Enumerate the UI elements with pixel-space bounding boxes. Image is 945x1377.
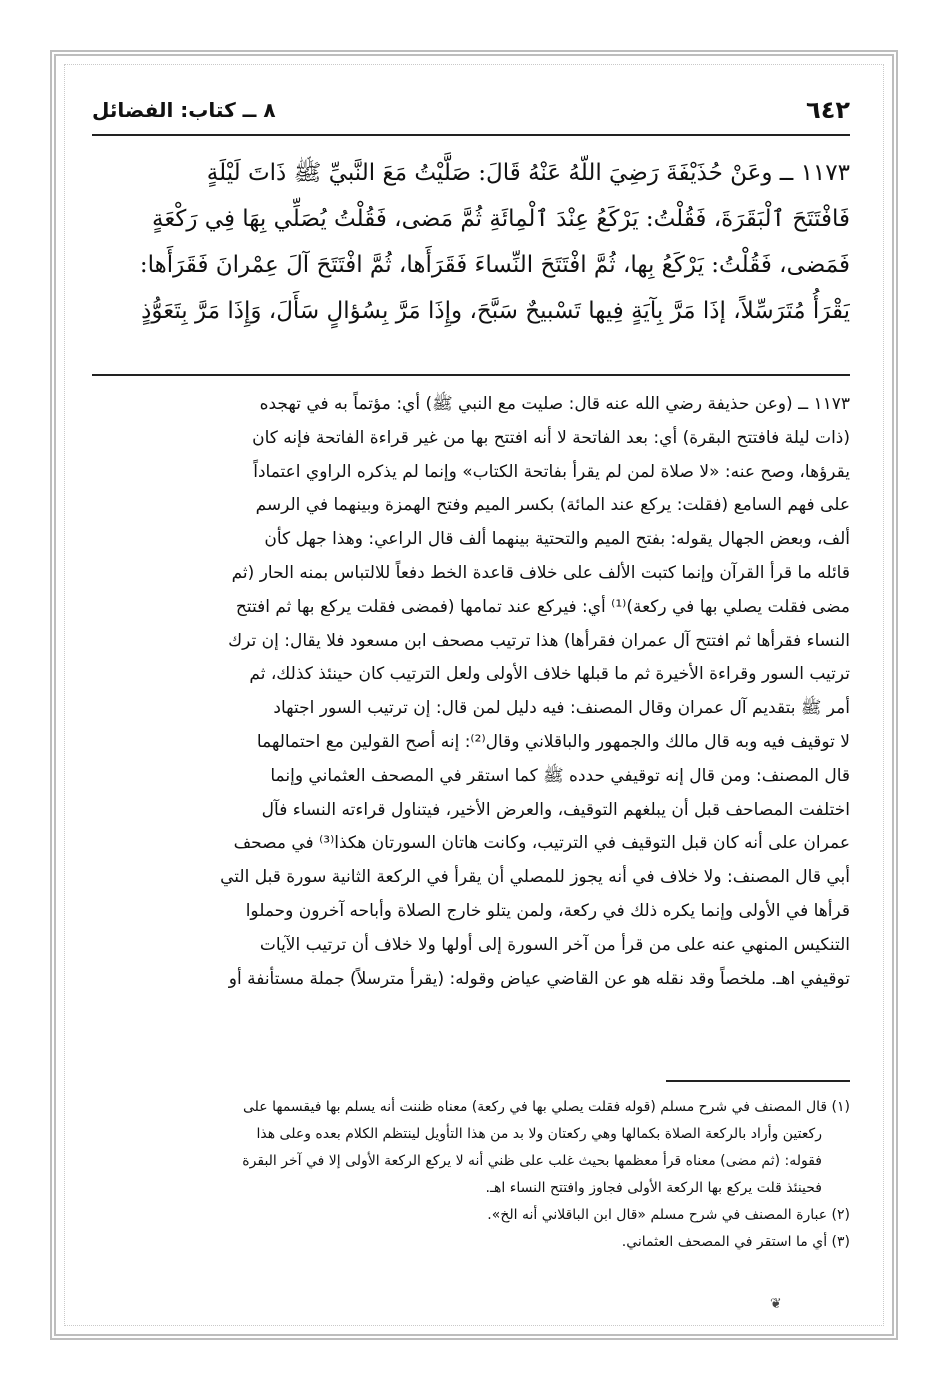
hadith-line: فَمَضى، فَقُلْتُ: يَرْكَعُ بِها، ثُمَّ افْتَتَحَ النِّساءَ فَقَرَأَها، ثُمَّ افْتَتَحَ آلَ عِمْرانَ فَقَرَأَها: xyxy=(139,252,850,278)
commentary-line: ترتيب السور وقراءة الأخيرة ثم ما قبلها خلاف الأولى ولعل الترتيب كان حينئذ كذلك، ثم xyxy=(249,664,850,685)
header-divider xyxy=(92,134,850,136)
footnote-line: (٢) عبارة المصنف في شرح مسلم «قال ابن الباقلاني أنه الخ». xyxy=(487,1207,850,1223)
commentary-line: اختلفت المصاحف قبل أن يبلغهم التوقيف، والعرض الأخير، فيتناول قراءته النساء فآل xyxy=(261,799,850,820)
commentary-line: (ذات ليلة فافتتح البقرة) أي: بعد الفاتحة لا أنه افتتح بها من غير قراءة الفاتحة فإنه كان xyxy=(252,427,850,448)
commentary-line: على فهم السامع (فقلت: يركع عند المائة) بكسر الميم وفتح الهمزة وبينهما في الرسم xyxy=(255,495,850,516)
commentary-line: ١١٧٣ ــ (وعن حذيفة رضي الله عنه قال: صليت مع النبي ﷺ) أي: مؤتماً به في تهجده xyxy=(259,394,850,414)
commentary-text xyxy=(92,388,850,996)
commentary-line: قرأها في الأولى وإنما يكره ذلك في ركعة، ولمن يتلو خارج الصلاة وأباحه آخرون وحملوا xyxy=(245,900,850,921)
footnote-line: فحينئذ قلت يركع بها الركعة الأولى فجاوز وافتتح النساء اهـ. xyxy=(485,1180,822,1196)
footnotes xyxy=(92,1094,850,1256)
footnote-divider xyxy=(666,1080,850,1082)
footnote-line: ركعتين وأراد بالركعة الصلاة بكمالها وهي ركعتان ولا بد من هذا التأويل لينتظم الكلام بعده وعلى هذا xyxy=(256,1126,822,1142)
commentary-line: مضى فقلت يصلي بها في ركعة)⁽¹⁾ أي: فيركع عند تمامها (فمضى فقلت يركع بها ثم افتتح xyxy=(235,596,850,617)
page-header xyxy=(92,96,850,128)
hadith-line: يَقْرَأُ مُتَرَسِّلاً، إذَا مَرَّ بِآيَةٍ فِيها تَسْبيحٌ سَبَّحَ، وإِذَا مَرَّ بِسُؤالٍ سَأَلَ، وَإِذَا مَرَّ بِتَعَوُّذٍ xyxy=(141,298,850,324)
commentary-line: ألف، وبعض الجهال يقوله: بفتح الميم والتحتية بينهما ألف قال الراعي: وهذا جهل كأن xyxy=(264,529,850,550)
hadith-text xyxy=(92,150,850,334)
commentary-line: التنكيس المنهي عنه على من قرأ من آخر السورة إلى أولها ولا خلاف أن ترتيب الآيات xyxy=(259,934,850,955)
commentary-line: لا توقيف فيه وبه قال مالك والجمهور والباقلاني وقال⁽²⁾: إنه أصح القولين مع احتمالهما xyxy=(256,731,850,752)
commentary-line: عمران على أنه كان قبل التوقيف في الترتيب، وكانت هاتان السورتان هكذا⁽³⁾ في مصحف xyxy=(233,833,850,854)
hadith-line: ١١٧٣ ــ وعَنْ حُذَيْفَةَ رَضِيَ اللّهُ عَنْهُ قَالَ: صَلَّيْتُ مَعَ النَّبيِّ ﷺ ذَاتَ لَيْلَةٍ xyxy=(206,160,850,186)
hadith-divider xyxy=(92,374,850,376)
bottom-ornament-icon: ❦ xyxy=(770,1296,782,1312)
commentary-line: يقرؤها، وصح عنه: «لا صلاة لمن لم يقرأ بفاتحة الكتاب» وإنما لم يذكره الراوي اعتماداً xyxy=(253,461,850,482)
footnote-line: فقوله: (ثم مضى) معناه قرأ معظمها بحيث غلب على ظني أنه لا يركع الركعة الأولى إلا في آخر البقرة xyxy=(242,1153,822,1169)
commentary-line: توقيفي اهـ. ملخصاً وقد نقله هو عن القاضي عياض وقوله: (يقرأ مترسلاً) جملة مستأنفة أو xyxy=(228,968,850,989)
commentary-line: قائله ما قرأ القرآن وإنما كتبت الألف على خلاف قاعدة الخط دفعاً للالتباس بمنه الحار (ثم xyxy=(231,562,850,583)
footnote-line: (٣) أي ما استقر في المصحف العثماني. xyxy=(621,1234,850,1250)
footnote-line: (١) قال المصنف في شرح مسلم (قوله فقلت يصلي بها في ركعة) معناه ظننت أنه يسلم بها فيقسمها على xyxy=(243,1099,850,1115)
commentary-line: أبي قال المصنف: ولا خلاف في أنه يجوز للمصلي أن يقرأ في الركعة الثانية سورة قبل التي xyxy=(220,867,850,888)
hadith-line: فَافْتَتَحَ ٱلْبَقَرَةَ، فَقُلْتُ: يَرْكَعُ عِنْدَ ٱلْمِائَةِ ثُمَّ مَضى، فَقُلْتُ يُصَلِّي بِهَا فِي رَكْعَةٍ xyxy=(152,206,850,232)
commentary-line: أمر ﷺ بتقديم آل عمران وقال المصنف: فيه دليل لمن قال: إن ترتيب السور اجتهاد xyxy=(273,698,850,719)
commentary-line: النساء فقرأها ثم افتتح آل عمران فقرأها) هذا ترتيب مصحف ابن مسعود فلا يقال: إن ترك xyxy=(228,630,850,651)
commentary-line: قال المصنف: ومن قال إنه توقيفي حدده ﷺ كما استقر في المصحف العثماني وإنما xyxy=(270,765,850,786)
chapter-title: ٨ ــ كتاب: الفضائل xyxy=(92,98,276,122)
page-number: ٦٤٢ xyxy=(806,96,850,124)
